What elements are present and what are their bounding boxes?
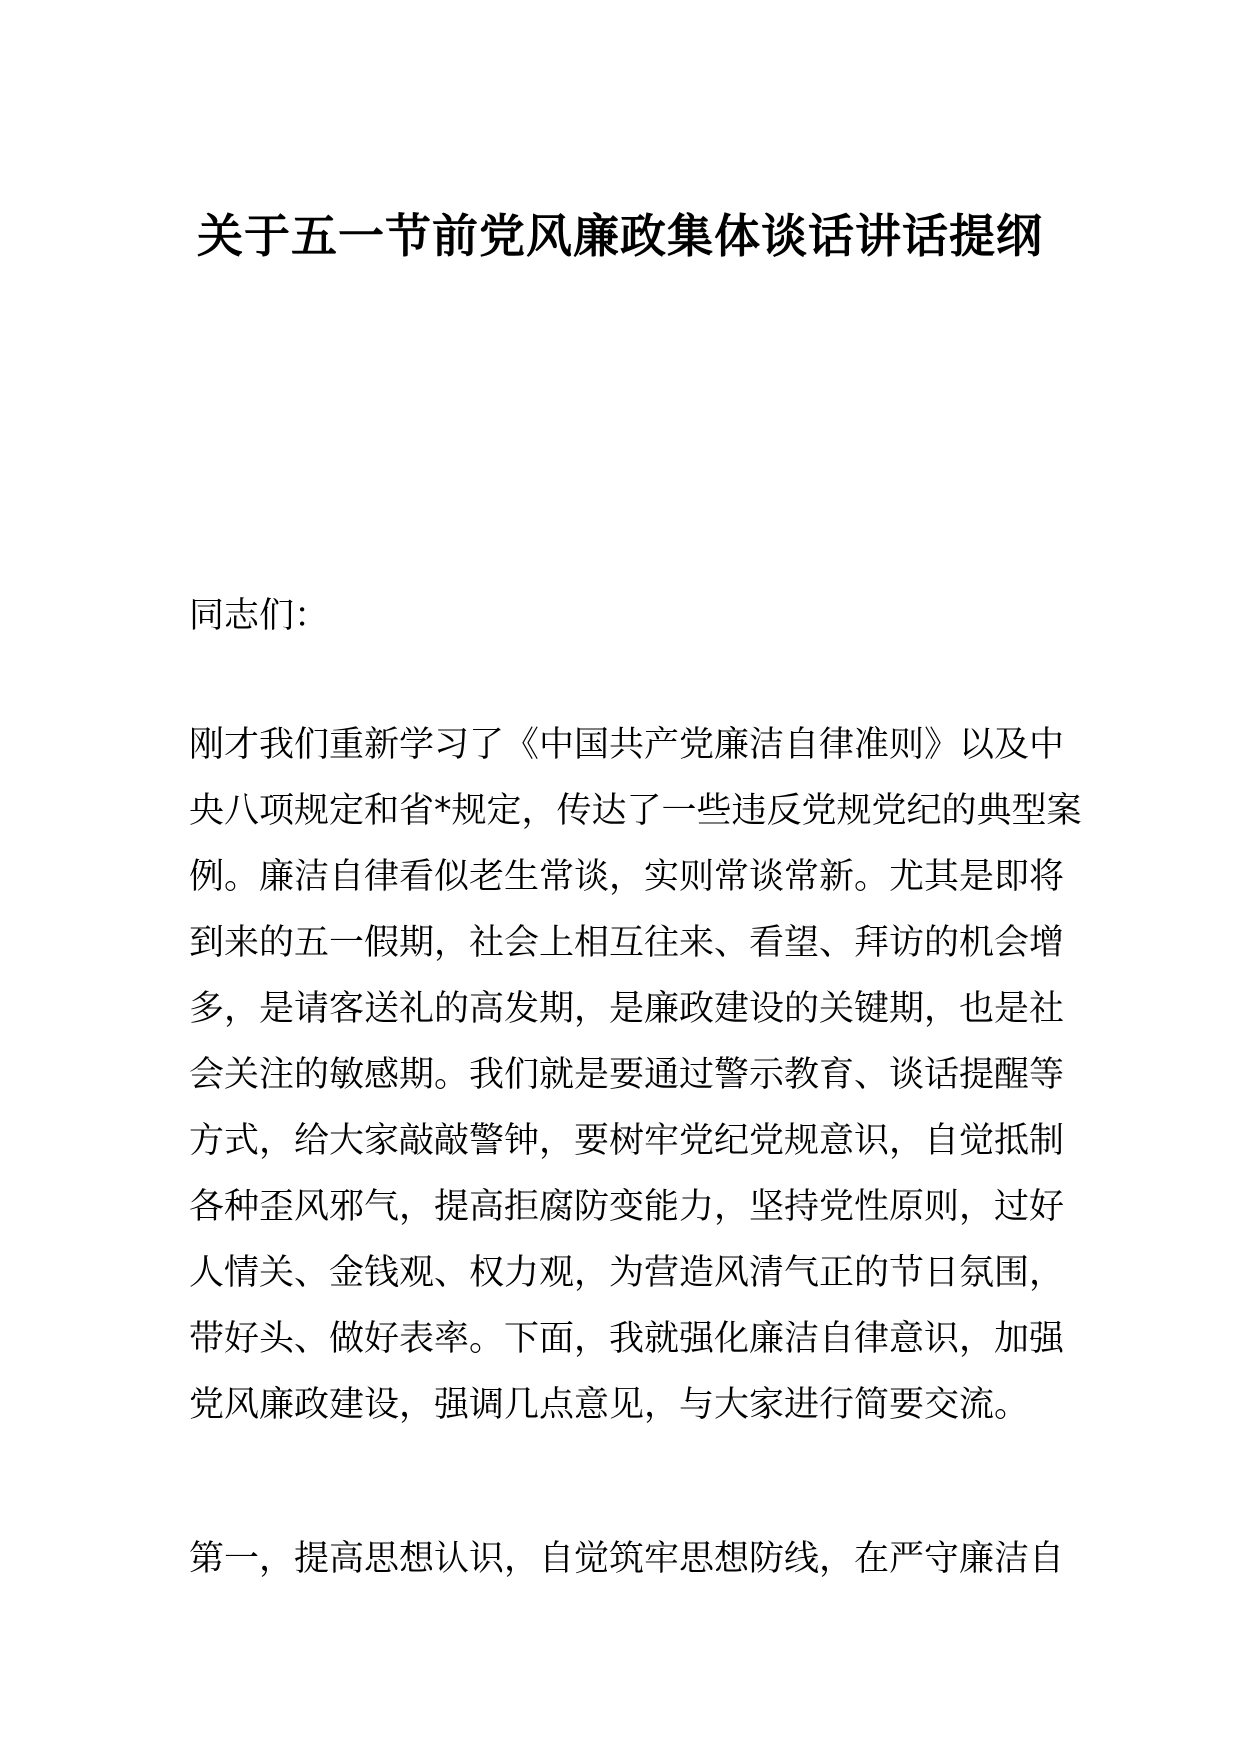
text-line: 第一，提高思想认识，自觉筑牢思想防线，在严守廉洁自: [189, 1539, 1065, 1579]
salutation-text: 同志们：: [189, 596, 330, 636]
text-line: 人情关、金钱观、权力观，为营造风清气正的节日氛围，: [189, 1253, 1065, 1293]
paragraph-first-point: [189, 1526, 1065, 1592]
paragraph-intro: [189, 712, 1082, 1438]
text-line: 央八项规定和省*规定，传达了一些违反党规党纪的典型案: [189, 791, 1082, 831]
text-line: 到来的五一假期，社会上相互往来、看望、拜访的机会增: [189, 923, 1065, 963]
text-line: 各种歪风邪气，提高拒腐防变能力，坚持党性原则，过好: [189, 1187, 1065, 1227]
text-line: 多，是请客送礼的高发期，是廉政建设的关键期，也是社: [189, 989, 1065, 1029]
text-line: 刚才我们重新学习了《中国共产党廉洁自律准则》以及中: [189, 725, 1065, 765]
text-line: 会关注的敏感期。我们就是要通过警示教育、谈话提醒等: [189, 1055, 1065, 1095]
text-line: 带好头、做好表率。下面，我就强化廉洁自律意识，加强: [189, 1319, 1065, 1359]
text-line: 党风廉政建设，强调几点意见，与大家进行简要交流。: [189, 1385, 1030, 1425]
text-line: 例。廉洁自律看似老生常谈，实则常谈常新。尤其是即将: [189, 857, 1065, 897]
document-title: 关于五一节前党风廉政集体谈话讲话提纲: [197, 209, 1043, 263]
salutation: [189, 583, 1057, 649]
text-line: 方式，给大家敲敲警钟，要树牢党纪党规意识，自觉抵制: [189, 1121, 1065, 1161]
